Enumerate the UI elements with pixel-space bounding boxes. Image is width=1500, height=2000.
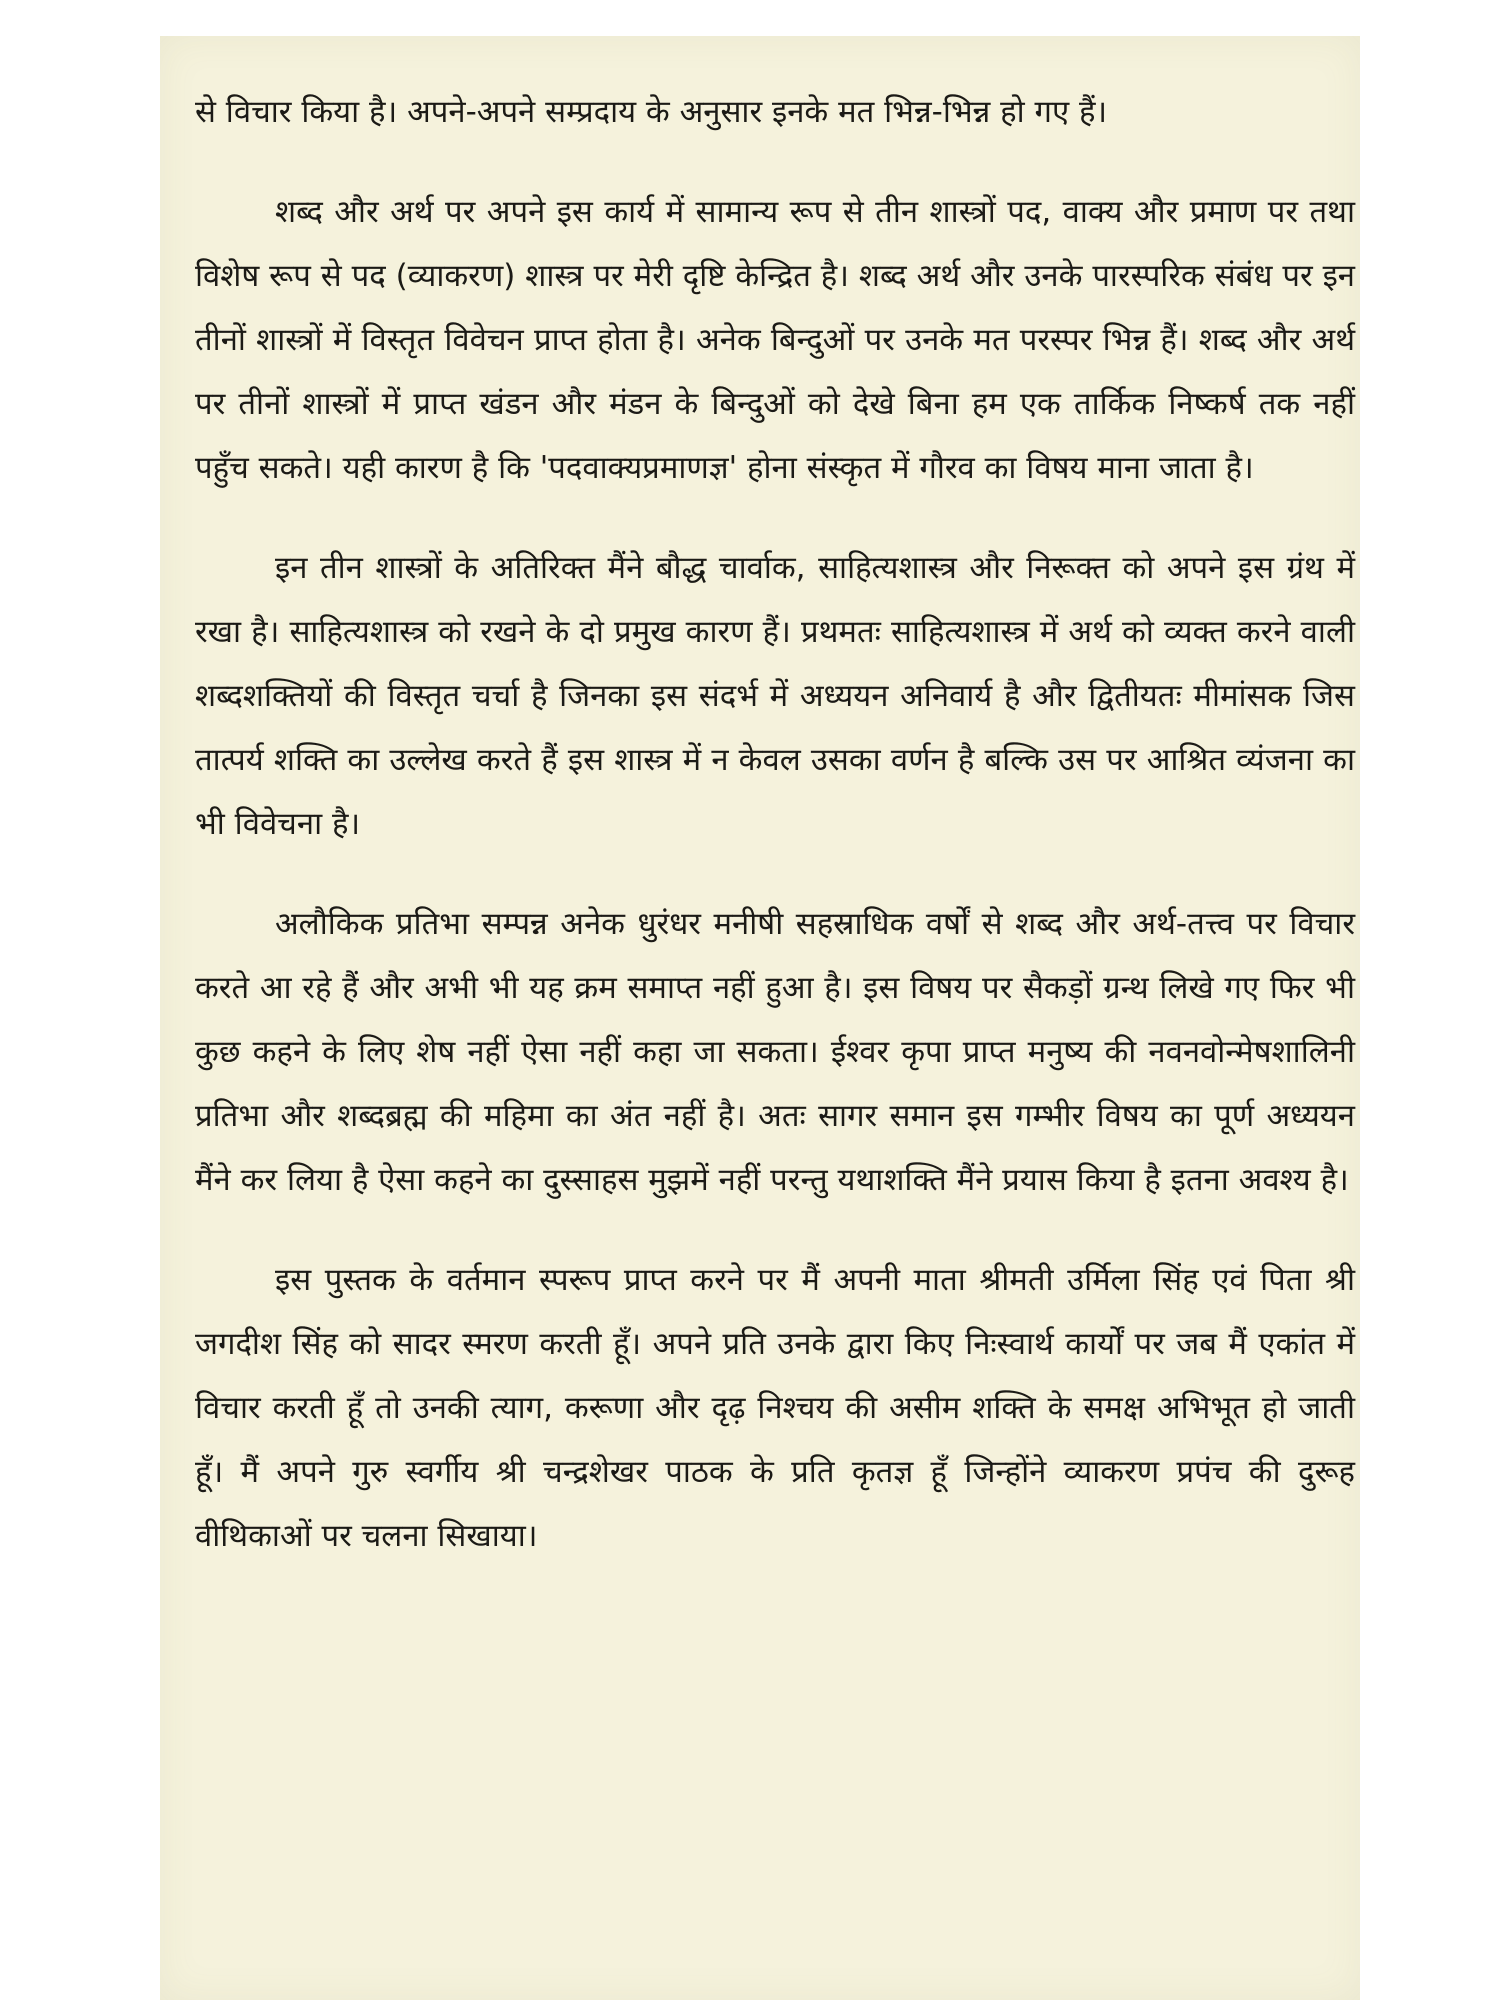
paragraph-4: अलौकिक प्रतिभा सम्पन्न अनेक धुरंधर मनीषी सहस्राधिक वर्षों से शब्द और अर्थ-तत्त्व पर विचार करते आ रहे हैं और अभी भी यह क्रम समाप्त नहीं हुआ है। इस विषय पर सैकड़ों ग्रन्थ लिखे गए फिर भी कुछ कहने के लिए शेष नहीं ऐसा नहीं कहा जा सकता। ईश्वर कृपा प्राप्त मनुष्य की नवनवोन्मेषशालिनी प्रतिभा और शब्दब्रह्म की महिमा का अंत नहीं है। अतः सागर समान इस गम्भीर विषय का पूर्ण अध्ययन मैंने कर लिया है ऐसा कहने का दुस्साहस मुझमें नहीं परन्तु यथाशक्ति मैंने प्रयास किया है इतना अवश्य है। [195,906,1355,1198]
paragraph-3: इन तीन शास्त्रों के अतिरिक्त मैंने बौद्ध चार्वाक, साहित्यशास्त्र और निरूक्त को अपने इस ग्रंथ में रखा है। साहित्यशास्त्र को रखने के दो प्रमुख कारण हैं। प्रथमतः साहित्यशास्त्र में अर्थ को व्यक्त करने वाली शब्दशक्तियों की विस्तृत चर्चा है जिनका इस संदर्भ में अध्ययन अनिवार्य है और द्वितीयतः मीमांसक जिस तात्पर्य शक्ति का उल्लेख करते हैं इस शास्त्र में न केवल उसका वर्णन है बल्कि उस पर आश्रित व्यंजना का भी विवेचना है। [195,550,1355,842]
paragraph-2: शब्द और अर्थ पर अपने इस कार्य में सामान्य रूप से तीन शास्त्रों पद, वाक्य और प्रमाण पर तथा विशेष रूप से पद (व्याकरण) शास्त्र पर मेरी दृष्टि केन्द्रित है। शब्द अर्थ और उनके पारस्परिक संबंध पर इन तीनों शास्त्रों में विस्तृत विवेचन प्राप्त होता है। अनेक बिन्दुओं पर उनके मत परस्पर भिन्न हैं। शब्द और अर्थ पर तीनों शास्त्रों में प्राप्त खंडन और मंडन के बिन्दुओं को देखे बिना हम एक तार्किक निष्कर्ष तक नहीं पहुँच सकते। यही कारण है कि 'पदवाक्यप्रमाणज्ञ' होना संस्कृत में गौरव का विषय माना जाता है। [195,194,1355,486]
page-text [195,80,1355,1568]
paragraph-1: से विचार किया है। अपने-अपने सम्प्रदाय के अनुसार इनके मत भिन्न-भिन्न हो गए हैं। [195,94,1108,130]
paragraph-5: इस पुस्तक के वर्तमान स्परूप प्राप्त करने पर मैं अपनी माता श्रीमती उर्मिला सिंह एवं पिता श्री जगदीश सिंह को सादर स्मरण करती हूँ। अपने प्रति उनके द्वारा किए निःस्वार्थ कार्यों पर जब मैं एकांत में विचार करती हूँ तो उनकी त्याग, करूणा और दृढ़ निश्चय की असीम शक्ति के समक्ष अभिभूत हो जाती हूँ। मैं अपने गुरु स्वर्गीय श्री चन्द्रशेखर पाठक के प्रति कृतज्ञ हूँ जिन्होंने व्याकरण प्रपंच की दुरूह वीथिकाओं पर चलना सिखाया। [195,1262,1355,1554]
book-page [160,36,1360,2000]
